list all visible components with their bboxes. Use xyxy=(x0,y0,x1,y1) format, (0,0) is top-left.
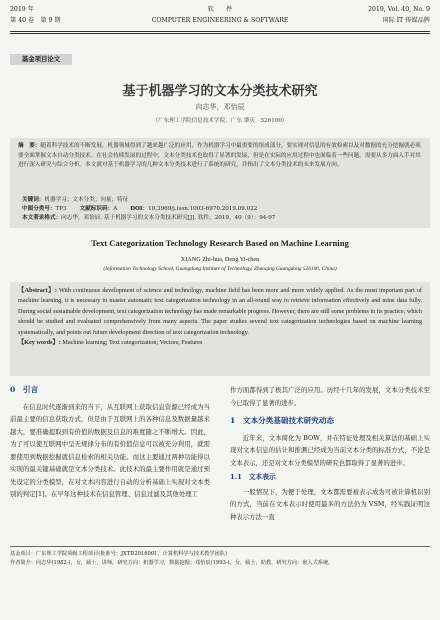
section-1-1-heading: 1.1 文本表示 xyxy=(230,473,276,481)
affiliation-cn: （广东理工学院信息技术学院，广东 肇庆 526100） xyxy=(152,118,288,124)
column-tag: 基金项目论文 xyxy=(10,54,72,65)
section-0-heading: 0 引言 xyxy=(10,385,39,394)
header-rule xyxy=(10,31,430,32)
section-0-paragraph-1: 在信息时代逐渐到来的当下，从互联网上获取信息资源已经成为当前最主要的信息获取方式，但是由于互联网上的各种信息及数据量越来越大，要准确提取到有价值的数据及信息的难度随之不断增大。因此，为了可以使互联网中呈无规律分布的有价值信息可以被充分利用，就需要使用到数据挖掘就信息检索的相关功能。而这主要通过两种功能得以实现的最关键基础就是文本分类技术。此技术的最主要作用就是通过预先设定的分类模型，在对文本内容进行自动的分析基础上实现对文本类别的判定[1]。在早年这种技术在信息管理、信息过滤及其他处理工 xyxy=(10,402,210,498)
body-right-column xyxy=(230,384,430,523)
authors-en: XIANG Zhi-hua, Deng Yi-chen xyxy=(180,256,260,263)
abstract-en-text: With continuous development of science and technology, machine field has been more and more widely applied. As the most important part of machine learning, it is necessary to master automatic text categorization technology in an all-round way to retrieve information effectively and mine data fully. During social sustainable development, text categorization technology has made remarkable progress. However, there are still some problems in its practice, which should be studied and evaluated comprehensively from many aspects. The paper studies several text categorization technologies based on machine learning systematically, and points out future development direction of text categorization technology. xyxy=(18,287,422,336)
affiliation-en: (Information Technology School, Guangdong Institute of Technology, Zhaoqing Guangdong 526100, China) xyxy=(103,266,337,272)
citation-cn: 本文著录格式：向志华，邓怡辰. 基于机器学习的文本分类技术研究[J]. 软件，2019，40（9）：94-97 xyxy=(22,215,276,221)
running-header xyxy=(10,4,430,44)
title-cn: 基于机器学习的文本分类技术研究 xyxy=(122,84,318,99)
section-1-paragraph-1: 近年来，文本简化为 BOW，并在特征处理及相关算法的基础上实现对文本信息的估计和推测已经成为当前文本分类的标准方式，不论是文本表示，还是对文本分类模型的研究也都取得了显著的进步。 xyxy=(230,433,430,467)
header-left: 2019 年 第 40 卷 第 9 期 xyxy=(10,6,61,24)
section-1-1-paragraph-1: 一般情况下，为便于处理，文本都需要被表示成为可被计算机识别的方式，当前在文本表示时使用最多的方法仍为 VSM，经实践证明这种表示方法一直 xyxy=(230,487,430,521)
authors-cn: 向志华，邓怡辰 xyxy=(195,103,245,111)
meta-cn: 中图分类号：TP3 文献标识码：A DOI：10.3969/j.issn.1003-6970.2019.09.022 xyxy=(22,206,258,212)
abstract-cn-text: 随着科学技术的不断发展，机器领域得到了越来越广泛的应用，作为机器学习中最重要的组成部分，要实现对信息的有效检索以及对数据的充分挖掘就必须要全面掌握文本自动分类技术。在社会持续发展的过程中，文本分类技术也取得了显著的发展，但是在实际的应用过程中也面临着一些问题。需要从多方面入手对其进行深入研究与综合分析。本文就对基于机器学习的几种文本分类技术进行了系统的研究，并指出了文本分类技术的未来发展方向。 xyxy=(18,143,421,168)
header-center: 软 件 COMPUTER ENGINEERING & SOFTWARE xyxy=(151,6,289,24)
footnote xyxy=(10,546,430,568)
abstract-en-label: 【Abstract】: xyxy=(18,287,57,294)
keywords-cn: 关键词：机器学习；文本分类；向量；特征 xyxy=(22,197,129,203)
keywords-en-text: Machine learning; Text categorization; Vectors; Features xyxy=(62,339,203,347)
title-en: Text Categorization Technology Research Based on Machine Learning xyxy=(91,238,349,248)
section-1-heading: 1 文本分类基础技术研究动态 xyxy=(230,416,335,425)
keywords-en-label: 【Key words】: xyxy=(18,339,61,347)
abstract-en-box xyxy=(10,282,430,376)
footnote-authors: 作者简介：向志华(1982-)，女，硕士，讲师，研究方向：机器学习，数据挖掘；邓怡辰(1993-)，女，硕士，助教，研究方向：嵌入式系统。 xyxy=(10,560,334,566)
abstract-cn-label: 摘 要： xyxy=(18,143,41,149)
section-0-paragraph-2: 作方面都得到了极其广泛的应用。历经十几年的发展，文本分类技术至今已取得了显著的进步。 xyxy=(230,386,430,407)
header-right: 2019, Vol. 40, No. 9 国际 IT 传媒品牌 xyxy=(368,6,430,24)
body-left-column xyxy=(10,384,210,501)
header-rule-2 xyxy=(10,33,430,34)
footnote-funding: 基金项目：广东理工学院项级工程项目(批准号：JXTD2016001，计算机科学与技术教学团队) xyxy=(10,551,227,557)
